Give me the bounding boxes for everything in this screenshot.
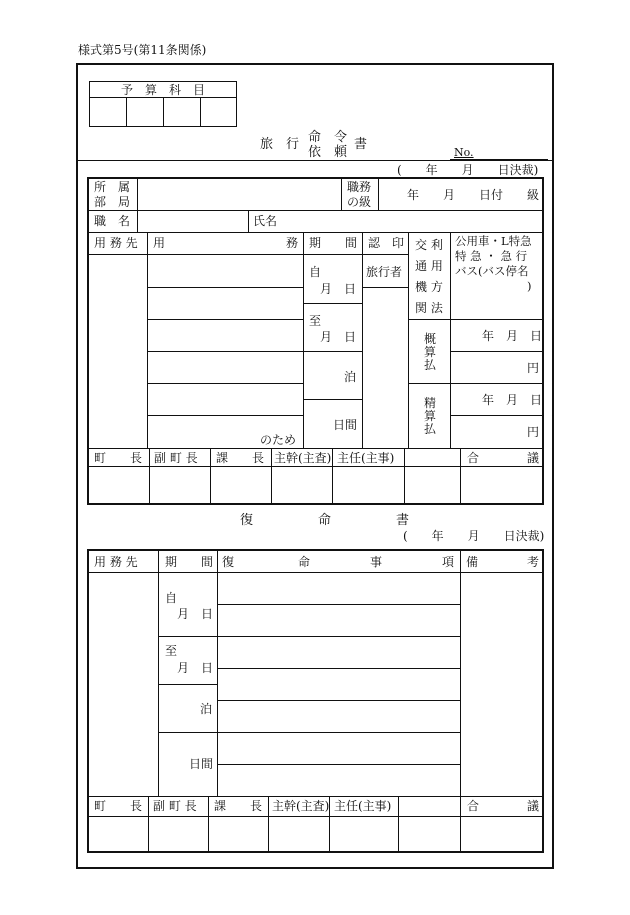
settle-label: 精	[424, 396, 437, 410]
report-days[interactable]: 日間	[189, 757, 214, 771]
vehicle-option[interactable]: バス(バス停名	[455, 264, 529, 278]
transport-label: 機 方	[415, 280, 443, 294]
transport-label: 通 用	[415, 259, 443, 273]
to-date[interactable]: 月 日	[320, 330, 357, 344]
consult-label: 合 議	[467, 451, 540, 465]
report-period-header: 期 間	[165, 555, 214, 569]
grade-value[interactable]: 年 月 日付 級	[407, 188, 540, 202]
advance-yen[interactable]: 円	[527, 361, 540, 375]
report-to-date[interactable]: 月 日	[177, 661, 214, 675]
grade-label-1: 職務	[347, 180, 372, 194]
report-deputy-label: 副 町 長	[153, 799, 197, 813]
dept-label-1: 所 属	[94, 180, 131, 194]
report-mayor-label: 町 長	[94, 799, 143, 813]
report-title: 復 命 書	[240, 513, 410, 528]
mayor-stamp-label: 町 長	[94, 451, 143, 465]
settle-date[interactable]: 年 月 日	[482, 393, 543, 407]
nights-label[interactable]: 泊	[344, 370, 357, 384]
title-suffix: 書	[354, 137, 368, 152]
dept-label-2: 部 局	[94, 195, 131, 209]
vehicle-option: )	[527, 279, 532, 293]
budget-label: 予 算 科 目	[120, 83, 205, 97]
report-destination-header: 用 務 先	[94, 555, 138, 569]
name-input[interactable]	[282, 211, 542, 231]
report-matter-header: 事	[370, 555, 383, 569]
senior-stamp-label: 主幹(主査)	[274, 451, 332, 465]
period-header: 期 間	[309, 236, 358, 250]
advance-date[interactable]: 年 月 日	[482, 329, 543, 343]
deputy-stamp-label: 副 町 長	[154, 451, 198, 465]
purpose-suffix: のため	[260, 433, 297, 447]
budget-cell[interactable]	[164, 98, 199, 126]
report-consult-label: 合 議	[467, 799, 540, 813]
report-to-label: 至	[165, 644, 178, 658]
transport-label: 交 利	[415, 238, 443, 252]
chief-stamp-label: 課 長	[216, 451, 265, 465]
advance-label: 払	[424, 358, 437, 372]
form-label: 様式第5号(第11条関係)	[78, 43, 207, 57]
report-matter-header: 項	[442, 555, 455, 569]
settle-label: 算	[424, 409, 437, 423]
report-from-label: 自	[165, 591, 178, 605]
position-input[interactable]	[139, 211, 247, 231]
report-from-date[interactable]: 月 日	[177, 607, 214, 621]
report-remarks-header: 考	[527, 555, 540, 569]
report-senior-label: 主幹(主査)	[272, 799, 330, 813]
title-prefix: 旅 行	[260, 137, 300, 152]
report-matter-header: 復	[222, 555, 235, 569]
budget-cell[interactable]	[201, 98, 236, 126]
report-decision-date: ( 年 月 日決裁)	[403, 529, 545, 543]
purpose-header-right: 務	[286, 236, 299, 250]
dept-input[interactable]	[139, 179, 339, 209]
to-label: 至	[309, 314, 322, 328]
title-order: 命 令	[308, 130, 348, 145]
transport-label: 関 法	[415, 301, 443, 315]
report-nights[interactable]: 泊	[200, 702, 213, 716]
traveler-label: 旅行者	[366, 265, 403, 279]
vehicle-option[interactable]: 特 急 ・ 急 行	[455, 249, 528, 263]
number-label: No.	[454, 146, 474, 159]
budget-cell[interactable]	[90, 98, 125, 126]
settle-yen[interactable]: 円	[527, 425, 540, 439]
destination-header: 用 務 先	[94, 236, 138, 250]
settle-label: 払	[424, 422, 437, 436]
advance-label: 算	[424, 345, 437, 359]
report-remarks-header: 備	[466, 555, 479, 569]
from-date[interactable]: 月 日	[320, 282, 357, 296]
report-matter-header: 命	[298, 555, 311, 569]
decision-date: ( 年 月 日決裁)	[397, 163, 539, 177]
report-staff-label: 主任(主事)	[334, 799, 392, 813]
vehicle-option[interactable]: 公用車・L特急	[455, 234, 532, 248]
from-label: 自	[309, 265, 322, 279]
advance-label: 概	[424, 332, 437, 346]
name-label: 氏名	[253, 214, 278, 228]
days-label[interactable]: 日間	[333, 418, 358, 432]
position-label: 職 名	[94, 214, 131, 228]
purpose-header-left: 用	[153, 236, 166, 250]
staff-stamp-label: 主任(主事)	[337, 451, 395, 465]
grade-label-2: の級	[347, 195, 372, 209]
report-chief-label: 課 長	[214, 799, 263, 813]
title-request: 依 頼	[308, 145, 348, 160]
approval-header: 認 印	[368, 236, 405, 250]
budget-cell[interactable]	[127, 98, 162, 126]
